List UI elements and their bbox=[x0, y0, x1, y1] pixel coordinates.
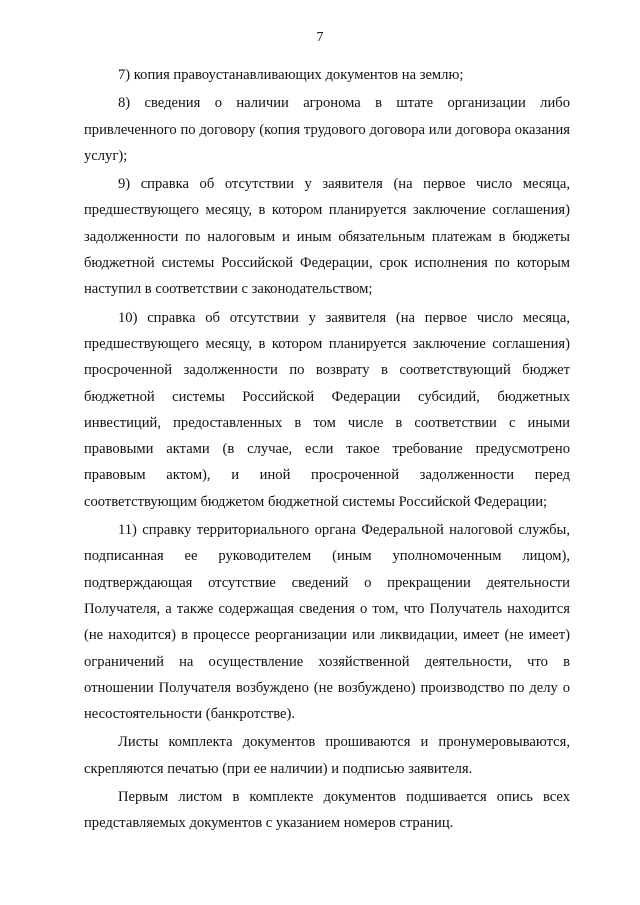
page-number: 7 bbox=[316, 30, 324, 45]
document-body bbox=[84, 62, 570, 837]
paragraph-item-9: 9) справка об отсутствии у заявителя (на первое число месяца, предшествующего месяцу, в котором планируется заключение соглашения) задолженности по налоговым и иным обязательным платежам в бюджеты бюджетной системы Российской Федерации, срок исполнения по которым наступил в соответствии с законодательством; bbox=[84, 176, 570, 298]
paragraph-item-7: 7) копия правоустанавливающих документов на землю; bbox=[118, 67, 464, 83]
paragraph-inventory-rule: Первым листом в комплекте документов подшивается опись всех представляемых документов с указанием номеров страниц. bbox=[84, 789, 570, 832]
paragraph-item-8: 8) сведения о наличии агронома в штате организации либо привлеченного по договору (копия трудового договора или договора оказания услуг); bbox=[84, 95, 570, 164]
paragraph-item-10: 10) справка об отсутствии у заявителя (на первое число месяца, предшествующего месяцу, в котором планируется заключение соглашения) просроченной задолженности по возврату в соответствующий бюджет бюджетной системы Российской Федерации субсидий, бюджетных инвестиций, предоставленных в том числе в соответствии с иными правовыми актами (в случае, если такое требование предусмотрено правовым актом), и иной просроченной задолженности перед соответствующим бюджетом бюджетной системы Российской Федерации; bbox=[84, 309, 570, 510]
paragraph-item-11: 11) справку территориального органа Федеральной налоговой службы, подписанная ее руководителем (иным уполномоченным лицом), подтверждающая отсутствие сведений о прекращении деятельности Получателя, а также содержащая сведения о том, что Получатель находится (не находится) в процессе реорганизации или ликвидации, имеет (не имеет) ограничений на осуществление хозяйственной деятельности, что в отношении Получателя возбуждено (не возбуждено) производство по делу о несостоятельности (банкротстве). bbox=[84, 522, 570, 723]
paragraph-binding-rules: Листы комплекта документов прошиваются и пронумеровываются, скрепляются печатью (при ее наличии) и подписью заявителя. bbox=[84, 734, 570, 777]
